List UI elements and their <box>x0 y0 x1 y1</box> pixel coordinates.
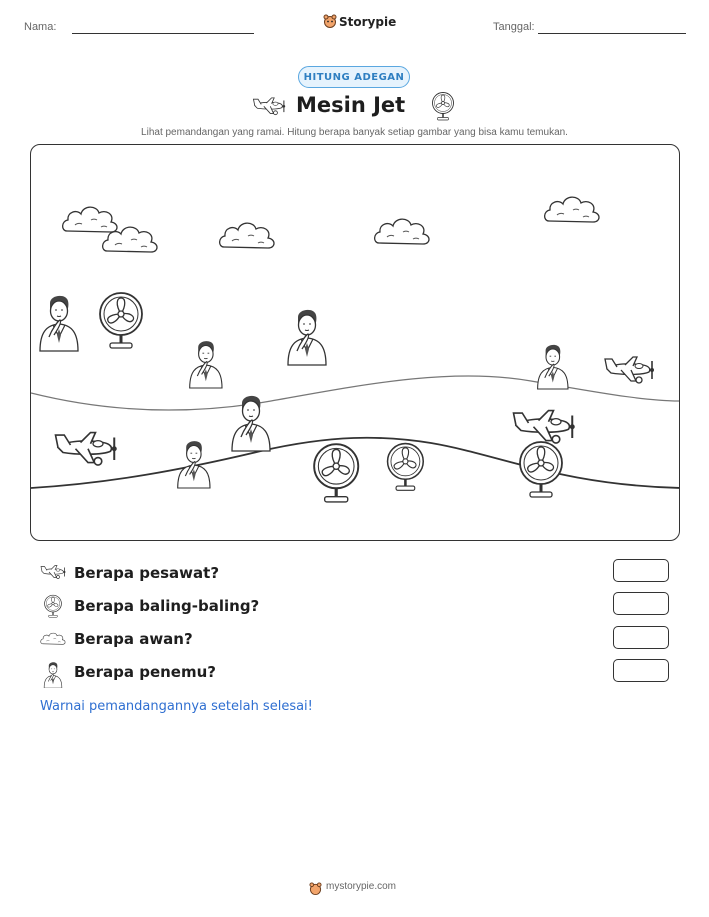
inventor-icon <box>40 660 66 682</box>
scene-count-badge: HITUNG ADEGAN <box>298 66 410 88</box>
fan <box>520 442 562 497</box>
answer-box-inventors[interactable] <box>613 659 669 682</box>
cloud <box>375 219 429 244</box>
cloud <box>63 207 117 232</box>
inventor <box>178 441 210 488</box>
airplane <box>605 357 654 383</box>
fan <box>314 444 358 502</box>
far-hill-line <box>31 376 680 410</box>
answer-box-clouds[interactable] <box>613 626 669 649</box>
answer-box-fans[interactable] <box>613 592 669 615</box>
inventor <box>190 341 222 388</box>
fan <box>100 293 142 348</box>
inventor <box>40 296 78 351</box>
cloud <box>220 223 274 248</box>
inventor <box>538 345 568 389</box>
airplane-icon <box>40 560 66 582</box>
question-inventors: Berapa penemu? <box>74 663 216 681</box>
question-fans: Berapa baling-baling? <box>74 597 260 615</box>
date-input-line[interactable] <box>538 33 686 34</box>
inventor <box>232 396 270 451</box>
brand-name: Storypie <box>339 15 397 29</box>
name-input-line[interactable] <box>72 33 254 34</box>
instructions-subtitle: Lihat pemandangan yang ramai. Hitung berapa banyak setiap gambar yang bisa kamu temukan. <box>141 127 568 138</box>
storypie-logo-icon <box>323 13 337 27</box>
fan <box>388 444 424 491</box>
fan-icon <box>40 594 66 616</box>
coloring-instruction: Warnai pemandangannya setelah selesai! <box>40 699 313 714</box>
date-label: Tanggal: <box>493 21 535 33</box>
storypie-logo-icon <box>309 880 322 893</box>
airplane-icon <box>252 94 286 116</box>
counting-scene <box>30 144 680 541</box>
cloud <box>545 197 599 222</box>
airplane <box>514 411 575 444</box>
footer-url[interactable]: mystorypie.com <box>326 881 397 892</box>
question-planes: Berapa pesawat? <box>74 564 220 582</box>
fan-icon <box>430 91 456 121</box>
inventor <box>288 310 326 365</box>
page-title: Mesin Jet <box>296 93 406 117</box>
answer-box-planes[interactable] <box>613 559 669 582</box>
cloud-icon <box>40 629 66 651</box>
name-label: Nama: <box>24 21 57 33</box>
question-clouds: Berapa awan? <box>74 630 193 648</box>
airplane <box>56 433 117 466</box>
